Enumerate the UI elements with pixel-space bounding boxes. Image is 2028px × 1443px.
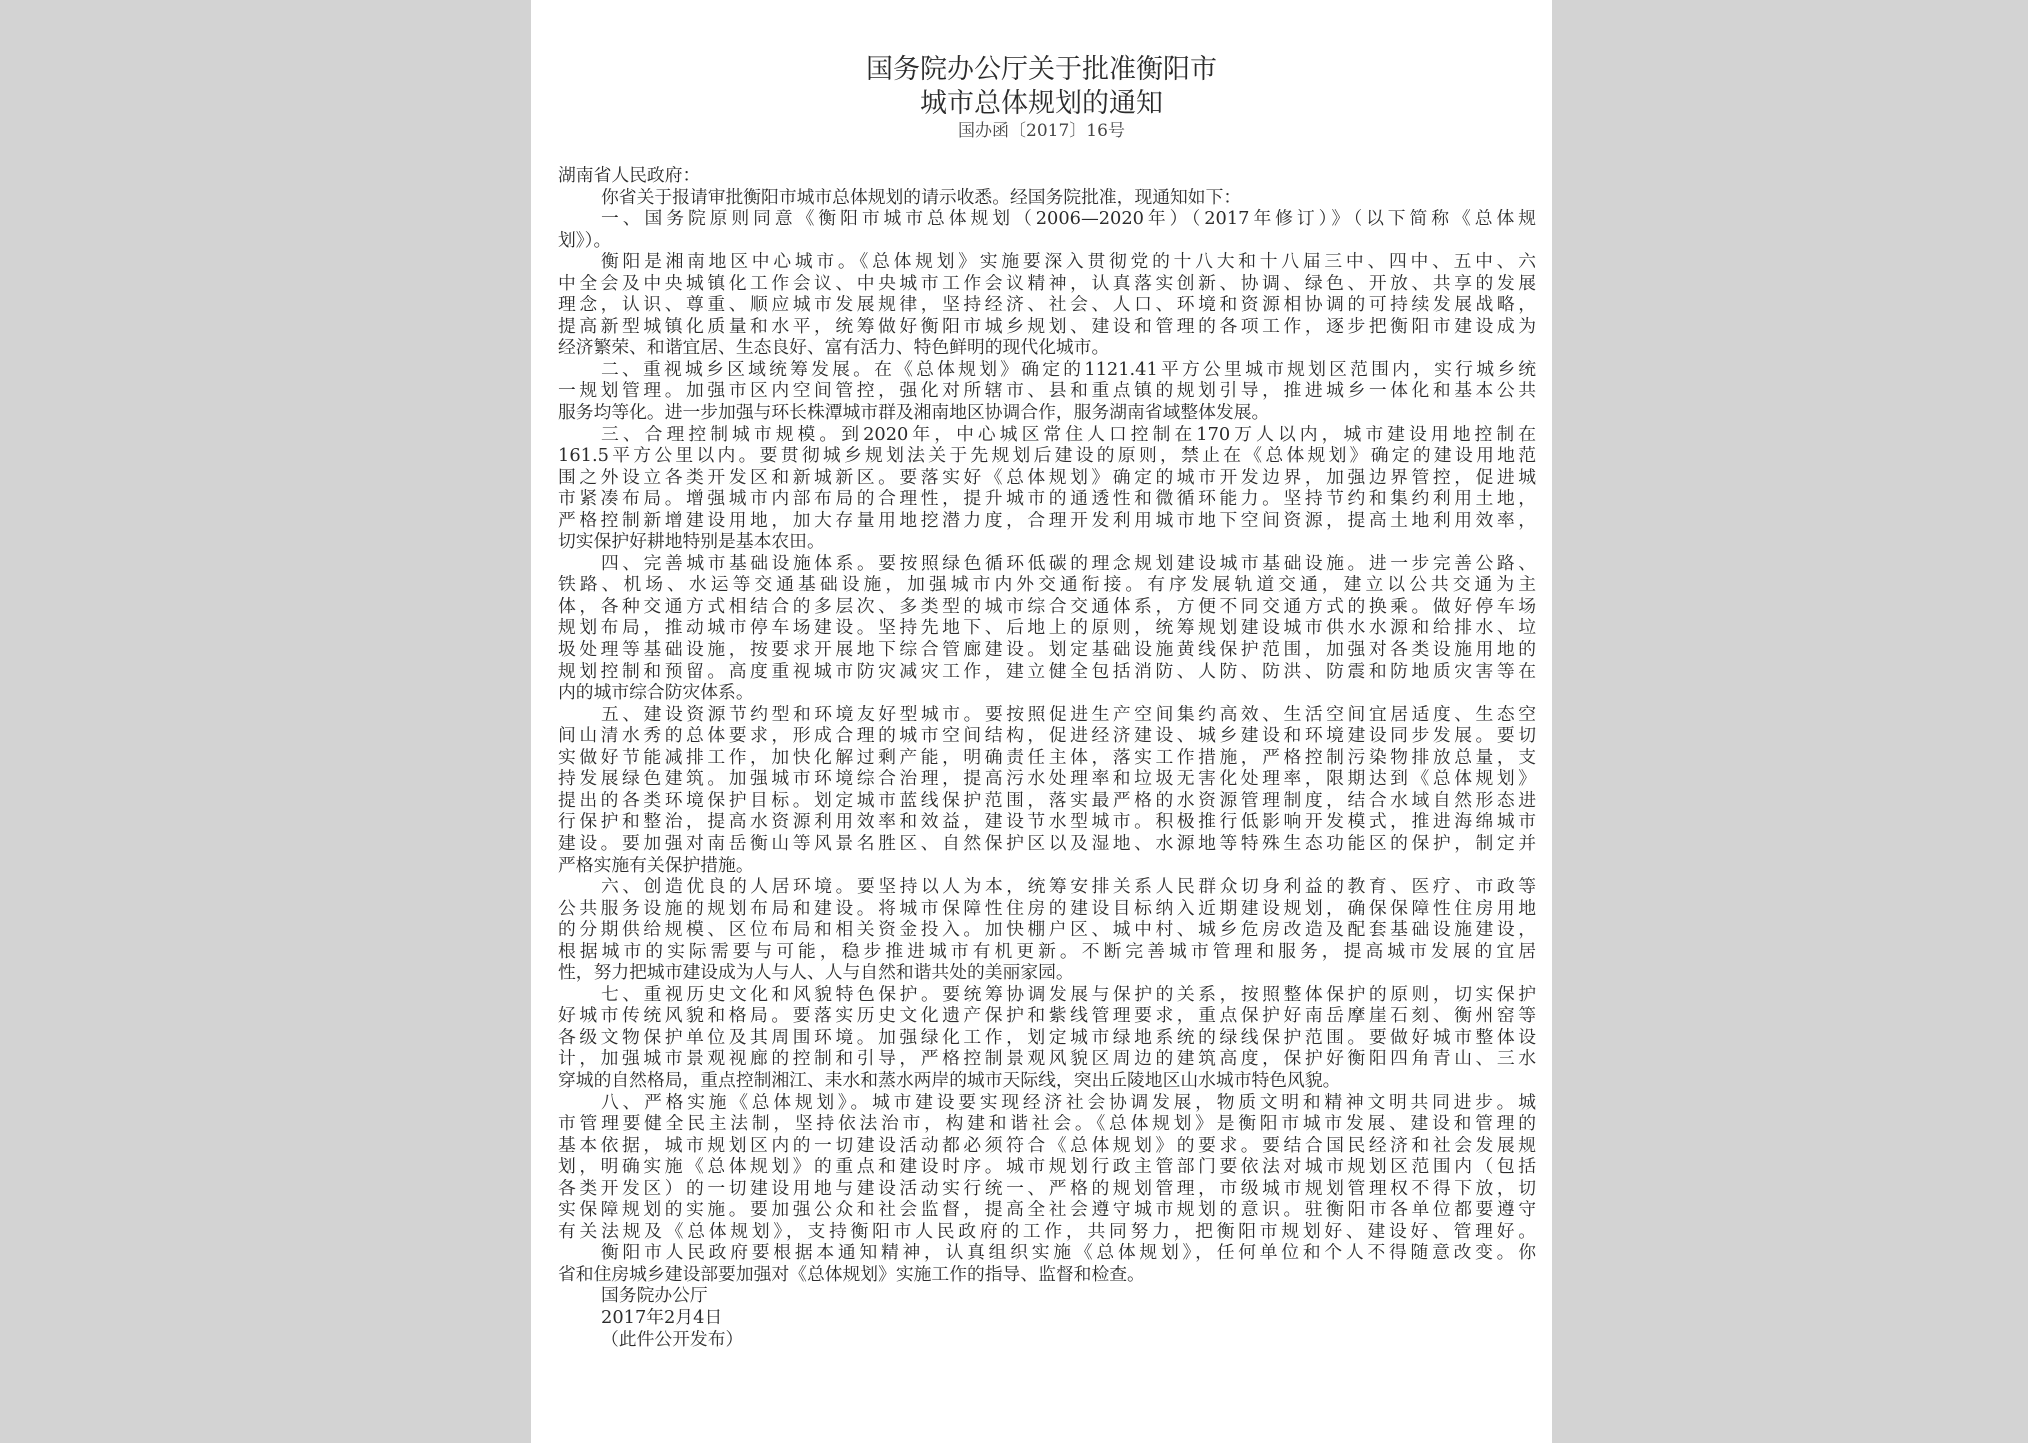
- body-line: 各级文物保护单位及其周围环境。加强绿化工作，划定城市绿地系统的绿线保护范围。要做好城市整体设: [558, 1026, 1536, 1048]
- body-line: 的分期供给规模、区位布局和相关资金投入。加快棚户区、城中村、城乡危房改造及配套基础设施建设，: [558, 919, 1536, 941]
- body-line: 体，各种交通方式相结合的多层次、多类型的城市综合交通体系，方便不同交通方式的换乘。做好停车场: [558, 595, 1536, 617]
- body-line: 八、严格实施《总体规划》。城市建设要实现经济社会协调发展，物质文明和精神文明共同进步。城: [601, 1091, 1536, 1113]
- body-line: 市紧凑布局。增强城市内部布局的合理性，提升城市的通透性和微循环能力。坚持节约和集约利用土地，: [558, 488, 1536, 510]
- body-line: 各类开发区）的一切建设用地与建设活动实行统一、严格的规划管理，市级城市规划管理权不得下放，切: [558, 1177, 1536, 1199]
- body-line: 六、创造优良的人居环境。要坚持以人为本，统筹安排关系人民群众切身利益的教育、医疗、市政等: [601, 876, 1536, 898]
- body-line: 好城市传统风貌和格局。要落实历史文化遗产保护和紫线管理要求，重点保护好南岳摩崖石刻、衡州窑等: [558, 1005, 1536, 1027]
- body-line: 性，努力把城市建设成为人与人、人与自然和谐共处的美丽家园。: [558, 962, 1074, 984]
- body-line: 基本依据，城市规划区内的一切建设活动都必须符合《总体规划》的要求。要结合国民经济和社会发展规: [558, 1134, 1536, 1156]
- body-line: 切实保护好耕地特别是基本农田。: [558, 531, 825, 553]
- body-line: 建设。要加强对南岳衡山等风景名胜区、自然保护区以及湿地、水源地等特殊生态功能区的保护，制定并: [558, 832, 1536, 854]
- body-line: 根据城市的实际需要与可能，稳步推进城市有机更新。不断完善城市管理和服务，提高城市发展的宜居: [558, 940, 1536, 962]
- body-line: 铁路、机场、水运等交通基础设施，加强城市内外交通衔接。有序发展轨道交通，建立以公共交通为主: [558, 574, 1536, 596]
- body-line: 二、重视城乡区域统筹发展。在《总体规划》确定的1121.41平方公里城市规划区范围内，实行城乡统: [601, 358, 1536, 380]
- body-line: 你省关于报请审批衡阳市城市总体规划的请示收悉。经国务院批准，现通知如下：: [601, 186, 1242, 208]
- body-line: 衡阳是湘南地区中心城市。《总体规划》实施要深入贯彻党的十八大和十八届三中、四中、五中、六: [601, 251, 1536, 273]
- body-line: 三、合理控制城市规模。到2020年，中心城区常住人口控制在170万人以内，城市建设用地控制在: [601, 423, 1536, 445]
- body-line: 划，明确实施《总体规划》的重点和建设时序。城市规划行政主管部门要依法对城市规划区范围内（包括: [558, 1156, 1536, 1178]
- body-line: 有关法规及《总体规划》，支持衡阳市人民政府的工作，共同努力，把衡阳市规划好、建设好、管理好。: [558, 1220, 1536, 1242]
- body-line: 圾处理等基础设施，按要求开展地下综合管廊建设。划定基础设施黄线保护范围，加强对各类设施用地的: [558, 639, 1536, 661]
- body-line: 内的城市综合防灾体系。: [558, 682, 754, 704]
- body-line: 持发展绿色建筑。加强城市环境综合治理，提高污水处理率和垃圾无害化处理率，限期达到《总体规划》: [558, 768, 1536, 790]
- body-line: 规划布局，推动城市停车场建设。坚持先地下、后地上的原则，统筹规划建设城市供水水源和给排水、垃: [558, 617, 1536, 639]
- body-line: 七、重视历史文化和风貌特色保护。要统筹协调发展与保护的关系，按照整体保护的原则，切实保护: [601, 983, 1536, 1005]
- body-line: 行保护和整治，提高水资源利用效率和效益，建设节水型城市。积极推行低影响开发模式，推进海绵城市: [558, 811, 1536, 833]
- body-line: 间山清水秀的总体要求，形成合理的城市空间结构，促进经济建设、城乡建设和环境建设同步发展。要切: [558, 725, 1536, 747]
- body-line: 划》）。: [558, 229, 612, 251]
- body-line: 穿城的自然格局，重点控制湘江、耒水和蒸水两岸的城市天际线，突出丘陵地区山水城市特色风貌。: [558, 1069, 1341, 1091]
- body-line: 省和住房城乡建设部要加强对《总体规划》实施工作的指导、监督和检查。: [558, 1263, 1145, 1285]
- doc-body: [558, 165, 1536, 1350]
- signature-issuer: 国务院办公厅: [601, 1285, 708, 1307]
- body-line: 实做好节能减排工作，加快化解过剩产能，明确责任主体，落实工作措施，严格控制污染物排放总量，支: [558, 746, 1536, 768]
- body-line: 公共服务设施的规划布局和建设。将城市保障性住房的建设目标纳入近期建设规划，确保保障性住房用地: [558, 897, 1536, 919]
- doc-title-line-1: 国务院办公厅关于批准衡阳市: [866, 54, 1217, 85]
- body-line: 市管理要健全民主法制，坚持依法治市，构建和谐社会。《总体规划》是衡阳市城市发展、建设和管理的: [558, 1113, 1536, 1135]
- body-line: 五、建设资源节约型和环境友好型城市。要按照促进生产空间集约高效、生活空间宜居适度、生态空: [601, 703, 1536, 725]
- body-line: 围之外设立各类开发区和新城新区。要落实好《总体规划》确定的城市开发边界，加强边界管控，促进城: [558, 466, 1536, 488]
- body-line: 衡阳市人民政府要根据本通知精神，认真组织实施《总体规划》，任何单位和个人不得随意改变。你: [601, 1242, 1536, 1264]
- salutation: 湖南省人民政府：: [558, 165, 701, 186]
- body-line: 中全会及中央城镇化工作会议、中央城市工作会议精神，认真落实创新、协调、绿色、开放、共享的发展: [558, 272, 1536, 294]
- body-line: 经济繁荣、和谐宜居、生态良好、富有活力、特色鲜明的现代化城市。: [558, 337, 1110, 359]
- body-line: 四、完善城市基础设施体系。要按照绿色循环低碳的理念规划建设城市基础设施。进一步完善公路、: [601, 552, 1536, 574]
- body-line: 实保障规划的实施。要加强公众和社会监督，提高全社会遵守城市规划的意识。驻衡阳市各单位都要遵守: [558, 1199, 1536, 1221]
- body-line: 计，加强城市景观视廊的控制和引导，严格控制景观风貌区周边的建筑高度，保护好衡阳四角青山、三水: [558, 1048, 1536, 1070]
- body-line: 一规划管理。加强市区内空间管控，强化对所辖市、县和重点镇的规划引导，推进城乡一体化和基本公共: [558, 380, 1536, 402]
- publication-note: （此件公开发布）: [601, 1328, 744, 1350]
- document-page: [531, 0, 1552, 1443]
- body-line: 严格控制新增建设用地，加大存量用地挖潜力度，合理开发利用城市地下空间资源，提高土地利用效率，: [558, 509, 1536, 531]
- body-line: 严格实施有关保护措施。: [558, 854, 754, 876]
- body-line: 提出的各类环境保护目标。划定城市蓝线保护范围，落实最严格的水资源管理制度，结合水域自然形态进: [558, 789, 1536, 811]
- signature-date: 2017年2月4日: [601, 1306, 723, 1328]
- body-line: 一、国务院原则同意《衡阳市城市总体规划（2006—2020年）（2017年修订）》（以下简称《总体规: [601, 208, 1536, 230]
- body-line: 规划控制和预留。高度重视城市防灾减灾工作，建立健全包括消防、人防、防洪、防震和防地质灾害等在: [558, 660, 1536, 682]
- body-line: 理念，认识、尊重、顺应城市发展规律，坚持经济、社会、人口、环境和资源相协调的可持续发展战略，: [558, 294, 1536, 316]
- doc-title-line-2: 城市总体规划的通知: [920, 88, 1163, 119]
- doc-number: 国办函〔2017〕16号: [958, 121, 1125, 141]
- body-line: 服务均等化。进一步加强与环长株潭城市群及湘南地区协调合作，服务湖南省域整体发展。: [558, 402, 1270, 424]
- body-line: 161.5平方公里以内。要贯彻城乡规划法关于先规划后建设的原则，禁止在《总体规划》确定的建设用地范: [558, 445, 1536, 467]
- body-line: 提高新型城镇化质量和水平，统筹做好衡阳市城乡规划、建设和管理的各项工作，逐步把衡阳市建设成为: [558, 315, 1536, 337]
